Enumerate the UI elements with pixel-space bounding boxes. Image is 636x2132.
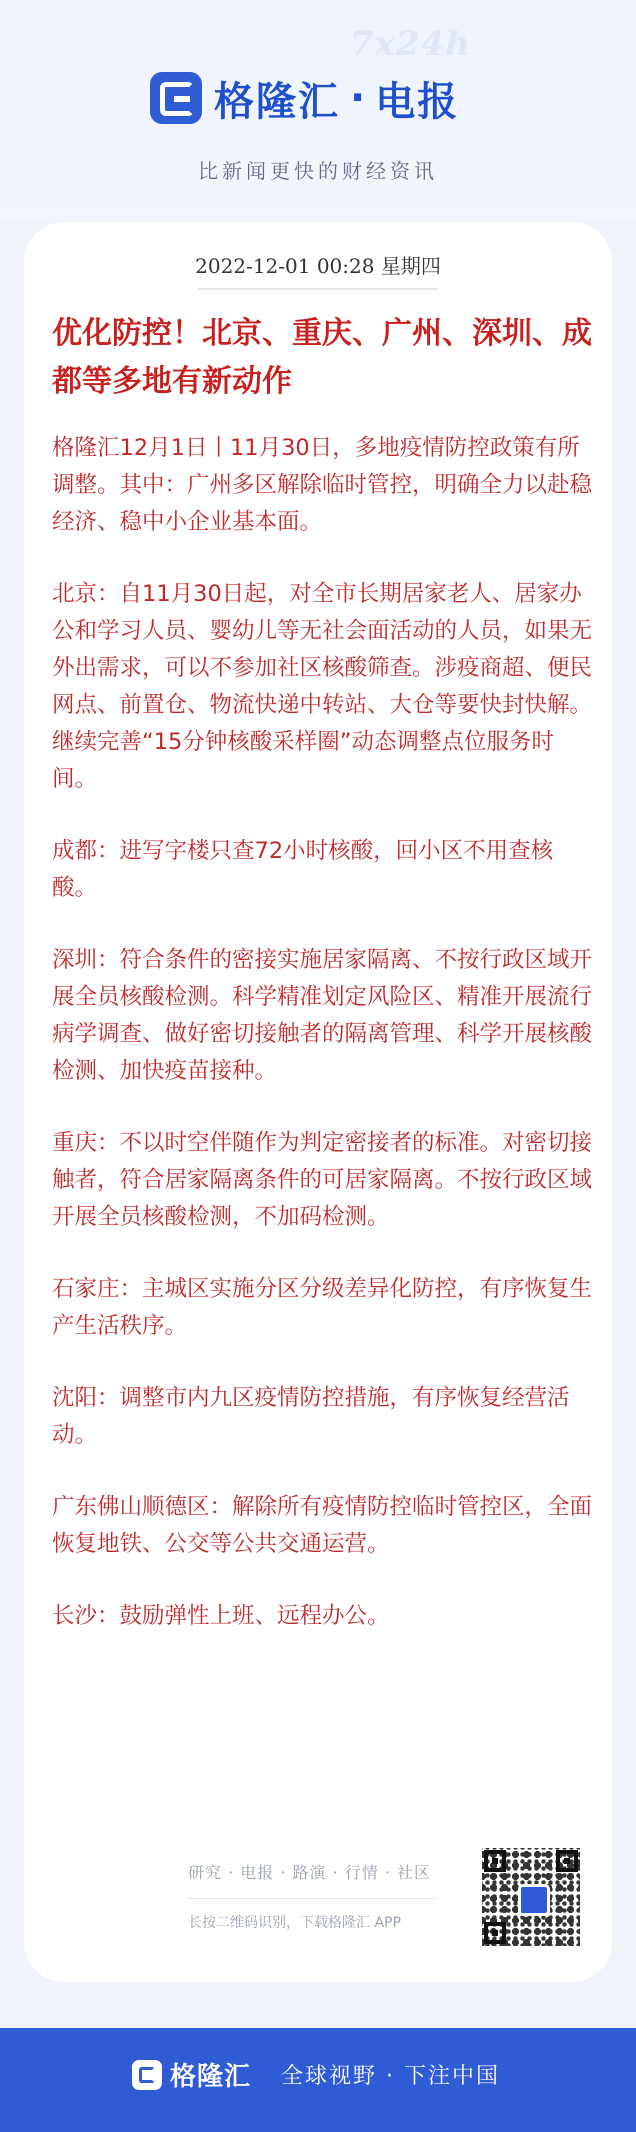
headline: 优化防控！北京、重庆、广州、深圳、成都等多地有新动作	[52, 316, 592, 399]
qr-logo-icon	[518, 1884, 550, 1916]
brand-logo	[150, 68, 459, 128]
footer-hint: 长按二维码识别，下载格隆汇 APP	[188, 1915, 401, 1931]
paragraph-beijing: 北京：自11月30日起，对全市长期居家老人、居家办公和学习人员、婴幼儿等无社会面活动的人员，如果无外出需求，可以不参加社区核酸筛查。涉疫商超、便民网点、前置仓、物流快递中转站、大仓等要快封快解。继续完善“15分钟核酸采样圈”动态调整点位服务时间。	[52, 581, 593, 792]
brand-subtitle: 电报	[375, 78, 460, 125]
watermark: 7x24h	[350, 24, 471, 64]
paragraph-shenzhen: 深圳：符合条件的密接实施居家隔离、不按行政区域开展全员核酸检测。科学精准划定风险区、精准开展流行病学调查、做好密切接触者的隔离管理、科学开展核酸检测、加快疫苗接种。	[52, 947, 593, 1084]
bottom-slogan: 全球视野 · 下注中国	[281, 2064, 500, 2089]
paragraph-changsha: 长沙：鼓励弹性上班、远程办公。	[52, 1603, 390, 1629]
footer-divider	[188, 1898, 438, 1899]
brand-name: 格隆汇	[214, 78, 340, 125]
gelonghui-logo-icon	[150, 72, 202, 124]
paragraph-intro: 格隆汇12月1日丨11月30日，多地疫情防控政策有所调整。其中：广州多区解除临时管控，明确全力以赴稳经济、稳中小企业基本面。	[52, 435, 593, 535]
date-row	[24, 250, 612, 279]
bottom-banner	[0, 2028, 636, 2132]
qr-code-icon[interactable]	[482, 1848, 580, 1946]
publish-date: 2022-12-01 00:28 星期四	[195, 254, 441, 278]
paragraph-shenyang: 沈阳：调整市内九区疫情防控措施，有序恢复经营活动。	[52, 1385, 570, 1448]
footer-links: 研究 · 电报 · 路演 · 行情 · 社区	[188, 1863, 432, 1882]
tagline: 比新闻更快的财经资讯	[198, 159, 438, 183]
news-card	[24, 222, 612, 1982]
paragraph-chongqing: 重庆：不以时空伴随作为判定密接者的标准。对密切接触者，符合居家隔离条件的可居家隔离。不按行政区域开展全员核酸检测，不加码检测。	[52, 1130, 593, 1230]
article-body	[52, 430, 592, 1670]
bottom-brand: 格隆汇	[170, 2062, 252, 2092]
paragraph-shunde: 广东佛山顺德区：解除所有疫情防控临时管控区，全面恢复地铁、公交等公共交通运营。	[52, 1494, 593, 1557]
date-divider	[198, 288, 438, 290]
header	[0, 0, 636, 220]
brand-separator: ·	[350, 75, 366, 121]
paragraph-chengdu: 成都：进写字楼只查72小时核酸，回小区不用查核酸。	[52, 838, 554, 901]
bottom-logo-icon	[132, 2060, 162, 2090]
paragraph-shijiazhuang: 石家庄：主城区实施分区分级差异化防控，有序恢复生产生活秩序。	[52, 1276, 593, 1339]
